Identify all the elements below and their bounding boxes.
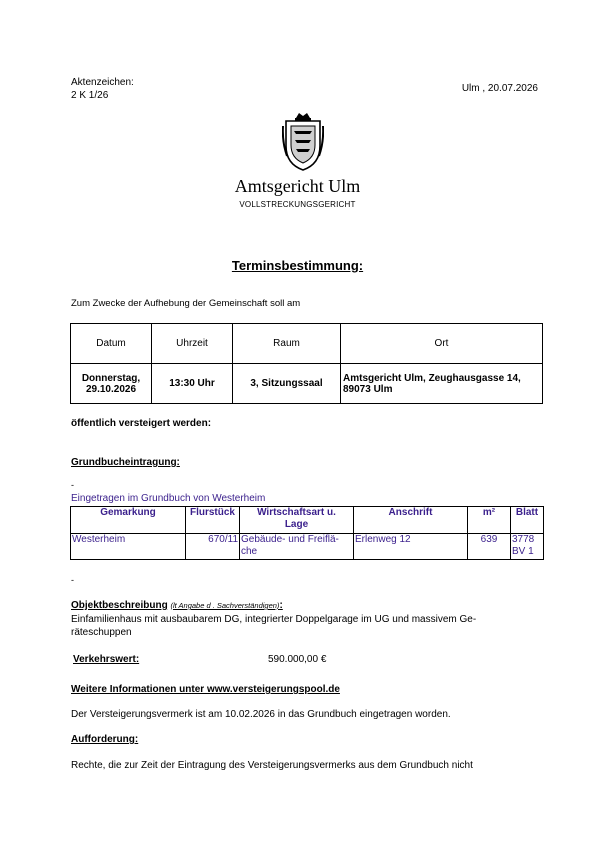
dash-separator-2: - — [71, 575, 74, 585]
objekt-description-line2: räteschuppen — [71, 627, 132, 638]
aktenzeichen-value: 2 K 1/26 — [71, 90, 109, 101]
termin-header-datum: Datum — [71, 324, 152, 364]
termin-ort — [341, 364, 543, 404]
place-date: Ulm , 20.07.2026 — [461, 83, 538, 94]
versteigert-text: öffentlich versteigert werden: — [71, 418, 212, 429]
coat-of-arms-logo — [282, 112, 324, 172]
dash-separator: - — [71, 480, 74, 490]
termin-value-row — [71, 364, 543, 404]
objekt-label: Objektbeschreibung — [71, 600, 168, 611]
objekt-description — [71, 613, 526, 639]
objekt-colon: : — [279, 600, 283, 611]
termin-datum-date: 29.10.2026 — [85, 383, 137, 395]
grundbuch-header-row — [71, 507, 544, 534]
termin-header-raum: Raum — [233, 324, 341, 364]
termin-header-uhrzeit: Uhrzeit — [152, 324, 233, 364]
rechte-text: Rechte, die zur Zeit der Eintragung des Versteigerungsvermerks aus dem Grundbuch nicht — [71, 760, 473, 771]
termin-header-row — [71, 324, 543, 364]
gb-wirtschaftsart-2: che — [241, 546, 258, 557]
termin-datum — [71, 364, 152, 404]
gb-m2: 639 — [468, 534, 511, 560]
aktenzeichen-label: Aktenzeichen: — [71, 77, 134, 88]
verkehrswert-label: Verkehrswert: — [73, 654, 140, 665]
aktenzeichen — [71, 76, 134, 102]
gb-header-flurstueck: Flurstück — [186, 507, 240, 534]
gb-header-wirtschaftsart-1: Wirtschaftsart u. — [257, 507, 336, 518]
court-name: Amtsgericht Ulm — [234, 176, 361, 196]
table-row — [71, 534, 544, 560]
gb-blatt-1: 3778 — [512, 534, 535, 545]
gb-blatt-2: BV 1 — [512, 546, 534, 557]
gb-wirtschaftsart-1: Gebäude- und Freiflä- — [241, 534, 339, 545]
weitere-informationen-link[interactable]: Weitere Informationen unter www.versteigerungspool.de — [71, 684, 340, 695]
gb-gemarkung: Westerheim — [71, 534, 186, 560]
termin-header-ort: Ort — [341, 324, 543, 364]
termin-ort-line2: 89073 Ulm — [343, 383, 393, 395]
vermerk-text: Der Versteigerungsvermerk ist am 10.02.2026 in das Grundbuch eingetragen worden. — [71, 709, 451, 720]
termin-raum: 3, Sitzungssaal — [233, 364, 341, 404]
termin-uhrzeit: 13:30 Uhr — [152, 364, 233, 404]
document-heading: Terminsbestimmung: — [231, 258, 364, 273]
gb-header-blatt: Blatt — [511, 507, 544, 534]
gb-anschrift: Erlenweg 12 — [354, 534, 468, 560]
objekt-description-line1: Einfamilienhaus mit ausbaubarem DG, integrierter Doppelgarage im UG und massivem Ge- — [71, 614, 477, 625]
termin-table — [70, 323, 543, 404]
gb-wirtschaftsart — [240, 534, 354, 560]
termin-ort-line1: Amtsgericht Ulm, Zeughausgasse 14, — [343, 372, 521, 384]
gb-header-wirtschaftsart — [240, 507, 354, 534]
gb-header-anschrift: Anschrift — [354, 507, 468, 534]
gb-header-gemarkung: Gemarkung — [71, 507, 186, 534]
gb-flurstueck: 670/11 — [186, 534, 240, 560]
grundbuch-heading: Grundbucheintragung: — [71, 457, 180, 468]
gb-blatt — [511, 534, 544, 560]
aufforderung-heading: Aufforderung: — [71, 734, 139, 745]
grundbuch-eingetragen: Eingetragen im Grundbuch von Westerheim — [71, 493, 266, 504]
objekt-heading — [71, 600, 283, 611]
gb-header-wirtschaftsart-2: Lage — [284, 519, 309, 530]
objekt-note: (lt Angabe d . Sachverständigen) — [170, 601, 280, 610]
termin-datum-weekday: Donnerstag, — [81, 372, 141, 384]
court-department: VOLLSTRECKUNGSGERICHT — [239, 200, 356, 209]
gb-header-m2: m² — [468, 507, 511, 534]
grundbuch-table — [70, 506, 544, 560]
verkehrswert-value: 590.000,00 € — [268, 654, 327, 665]
intro-text: Zum Zwecke der Aufhebung der Gemeinschaft soll am — [71, 298, 301, 309]
